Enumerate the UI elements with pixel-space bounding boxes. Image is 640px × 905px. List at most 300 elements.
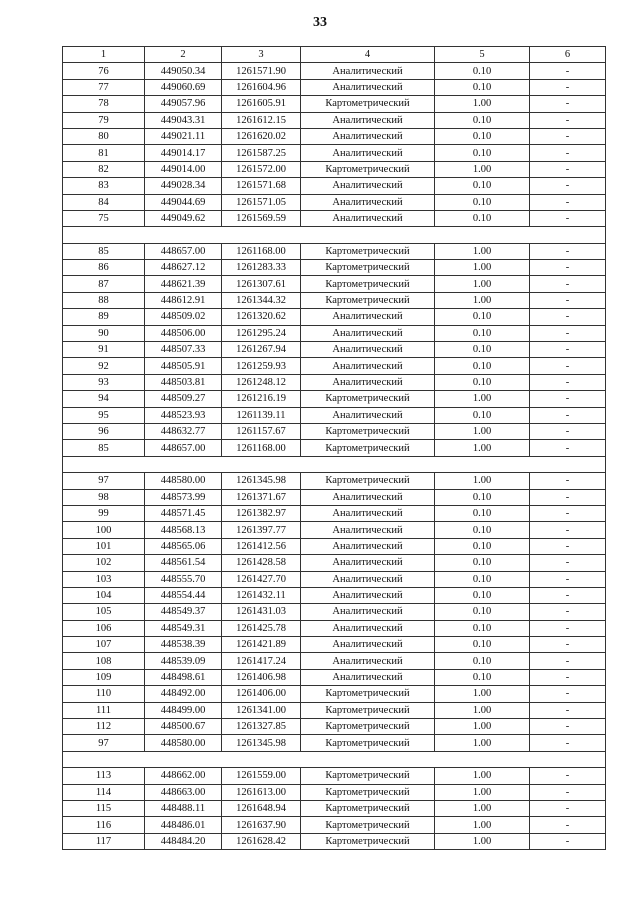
table-cell: 1261412.56 xyxy=(222,538,301,554)
table-cell: 1.00 xyxy=(435,243,530,259)
table-cell: Картометрический xyxy=(301,161,435,177)
table-row xyxy=(63,292,606,308)
table-row xyxy=(63,210,606,226)
table-cell: 101 xyxy=(63,538,145,554)
table-row xyxy=(63,669,606,685)
table-cell: 1261157.67 xyxy=(222,423,301,439)
table-cell: 1261259.93 xyxy=(222,358,301,374)
table-cell: 1261432.11 xyxy=(222,587,301,603)
table-cell: 0.10 xyxy=(435,342,530,358)
table-cell: 1261371.67 xyxy=(222,489,301,505)
table-cell: 105 xyxy=(63,604,145,620)
table-cell: 1261406.00 xyxy=(222,686,301,702)
table-cell: Аналитический xyxy=(301,555,435,571)
table-cell: 1.00 xyxy=(435,276,530,292)
table-row xyxy=(63,194,606,210)
table-cell: 0.10 xyxy=(435,309,530,325)
table-row xyxy=(63,358,606,374)
table-cell: 0.10 xyxy=(435,637,530,653)
table-cell: 448662.00 xyxy=(145,768,222,784)
table-cell: - xyxy=(530,128,606,144)
table-cell: 1261620.02 xyxy=(222,128,301,144)
table-cell: 1.00 xyxy=(435,391,530,407)
table-cell: 0.10 xyxy=(435,587,530,603)
table-cell: - xyxy=(530,358,606,374)
table-cell: 114 xyxy=(63,784,145,800)
table-cell: 1261571.68 xyxy=(222,178,301,194)
table-cell: 449021.11 xyxy=(145,128,222,144)
table-cell: 94 xyxy=(63,391,145,407)
table-cell: 1.00 xyxy=(435,817,530,833)
table-row xyxy=(63,96,606,112)
table-row xyxy=(63,555,606,571)
table-cell: 448561.54 xyxy=(145,555,222,571)
table-cell: - xyxy=(530,96,606,112)
table-cell: Картометрический xyxy=(301,833,435,849)
table-row xyxy=(63,276,606,292)
spacer-cell xyxy=(63,456,606,472)
table-row xyxy=(63,243,606,259)
table-cell: 98 xyxy=(63,489,145,505)
table-cell: 448627.12 xyxy=(145,260,222,276)
coordinates-table xyxy=(62,46,606,850)
table-cell: 0.10 xyxy=(435,571,530,587)
table-cell: 1261427.70 xyxy=(222,571,301,587)
table-cell: - xyxy=(530,505,606,521)
table-cell: 75 xyxy=(63,210,145,226)
table-cell: 85 xyxy=(63,243,145,259)
table-cell: Аналитический xyxy=(301,112,435,128)
table-cell: - xyxy=(530,309,606,325)
table-cell: 1261307.61 xyxy=(222,276,301,292)
table-cell: 76 xyxy=(63,63,145,79)
table-cell: 82 xyxy=(63,161,145,177)
table-row xyxy=(63,128,606,144)
table-cell: 1261248.12 xyxy=(222,374,301,390)
table-cell: 448509.02 xyxy=(145,309,222,325)
table-cell: - xyxy=(530,637,606,653)
table-cell: 449028.34 xyxy=(145,178,222,194)
table-cell: - xyxy=(530,538,606,554)
table-row xyxy=(63,309,606,325)
table-cell: 448580.00 xyxy=(145,735,222,751)
table-cell: Аналитический xyxy=(301,522,435,538)
table-cell: - xyxy=(530,407,606,423)
table-cell: 448538.39 xyxy=(145,637,222,653)
table-cell: 80 xyxy=(63,128,145,144)
table-cell: 1261295.24 xyxy=(222,325,301,341)
table-cell: 97 xyxy=(63,735,145,751)
table-header-row xyxy=(63,47,606,63)
table-cell: 449050.34 xyxy=(145,63,222,79)
table-cell: 449043.31 xyxy=(145,112,222,128)
table-cell: - xyxy=(530,571,606,587)
table-cell: Картометрический xyxy=(301,473,435,489)
table-cell: 1.00 xyxy=(435,784,530,800)
table-cell: 92 xyxy=(63,358,145,374)
table-cell: 1261320.62 xyxy=(222,309,301,325)
table-cell: 106 xyxy=(63,620,145,636)
table-row xyxy=(63,620,606,636)
table-cell: 117 xyxy=(63,833,145,849)
table-row xyxy=(63,817,606,833)
column-header: 5 xyxy=(435,47,530,63)
table-cell: Картометрический xyxy=(301,292,435,308)
table-cell: 91 xyxy=(63,342,145,358)
table-cell: 1.00 xyxy=(435,473,530,489)
table-row xyxy=(63,260,606,276)
table-cell: 96 xyxy=(63,423,145,439)
table-cell: - xyxy=(530,800,606,816)
table-cell: 81 xyxy=(63,145,145,161)
table-cell: 0.10 xyxy=(435,489,530,505)
table-cell: 1261571.90 xyxy=(222,63,301,79)
table-row xyxy=(63,768,606,784)
table-cell: 449014.00 xyxy=(145,161,222,177)
table-cell: 1261425.78 xyxy=(222,620,301,636)
table-cell: 1261139.11 xyxy=(222,407,301,423)
table-cell: 77 xyxy=(63,79,145,95)
table-cell: 0.10 xyxy=(435,505,530,521)
column-header: 3 xyxy=(222,47,301,63)
table-cell: Картометрический xyxy=(301,768,435,784)
table-cell: 86 xyxy=(63,260,145,276)
table-cell: - xyxy=(530,587,606,603)
table-row xyxy=(63,522,606,538)
table-cell: Аналитический xyxy=(301,669,435,685)
table-cell: 1.00 xyxy=(435,702,530,718)
table-cell: - xyxy=(530,833,606,849)
table-cell: - xyxy=(530,604,606,620)
table-cell: 448486.01 xyxy=(145,817,222,833)
table-cell: 85 xyxy=(63,440,145,456)
table-cell: 0.10 xyxy=(435,538,530,554)
table-row xyxy=(63,637,606,653)
table-cell: 1261345.98 xyxy=(222,473,301,489)
table-cell: 449049.62 xyxy=(145,210,222,226)
table-cell: 116 xyxy=(63,817,145,833)
table-cell: Аналитический xyxy=(301,309,435,325)
table-cell: - xyxy=(530,440,606,456)
table-cell: 448523.93 xyxy=(145,407,222,423)
table-row xyxy=(63,686,606,702)
table-cell: 0.10 xyxy=(435,112,530,128)
table-cell: 1261604.96 xyxy=(222,79,301,95)
table-cell: 87 xyxy=(63,276,145,292)
table-cell: 448612.91 xyxy=(145,292,222,308)
table-cell: 1261428.58 xyxy=(222,555,301,571)
table-cell: 0.10 xyxy=(435,620,530,636)
table-row xyxy=(63,440,606,456)
table-cell: 97 xyxy=(63,473,145,489)
table-cell: 1.00 xyxy=(435,161,530,177)
table-cell: 1.00 xyxy=(435,768,530,784)
table-row xyxy=(63,735,606,751)
table-cell: Аналитический xyxy=(301,587,435,603)
table-cell: - xyxy=(530,669,606,685)
table-cell: - xyxy=(530,292,606,308)
table-cell: - xyxy=(530,784,606,800)
table-cell: 0.10 xyxy=(435,79,530,95)
table-cell: - xyxy=(530,112,606,128)
table-cell: 107 xyxy=(63,637,145,653)
table-row xyxy=(63,719,606,735)
table-row xyxy=(63,178,606,194)
page-number: 33 xyxy=(313,15,327,30)
table-cell: Картометрический xyxy=(301,817,435,833)
table-cell: Аналитический xyxy=(301,178,435,194)
table-cell: 1.00 xyxy=(435,800,530,816)
table-cell: 448509.27 xyxy=(145,391,222,407)
table-cell: - xyxy=(530,817,606,833)
table-cell: 0.10 xyxy=(435,555,530,571)
table-cell: 1261648.94 xyxy=(222,800,301,816)
table-cell: - xyxy=(530,620,606,636)
table-cell: 1.00 xyxy=(435,423,530,439)
table-cell: - xyxy=(530,325,606,341)
table-cell: 1261569.59 xyxy=(222,210,301,226)
table-cell: 88 xyxy=(63,292,145,308)
table-cell: Картометрический xyxy=(301,702,435,718)
table-row xyxy=(63,505,606,521)
table-cell: 448484.20 xyxy=(145,833,222,849)
table-row xyxy=(63,145,606,161)
table-cell: 1.00 xyxy=(435,686,530,702)
table-cell: 448500.67 xyxy=(145,719,222,735)
table-cell: 0.10 xyxy=(435,194,530,210)
table-cell: 449044.69 xyxy=(145,194,222,210)
table-cell: 1261572.00 xyxy=(222,161,301,177)
table-cell: Аналитический xyxy=(301,63,435,79)
table-cell: - xyxy=(530,79,606,95)
table-cell: 448499.00 xyxy=(145,702,222,718)
column-header: 4 xyxy=(301,47,435,63)
table-cell: 1261406.98 xyxy=(222,669,301,685)
table-cell: 84 xyxy=(63,194,145,210)
table-cell: Аналитический xyxy=(301,128,435,144)
table-cell: 0.10 xyxy=(435,63,530,79)
table-cell: Аналитический xyxy=(301,342,435,358)
table-cell: 0.10 xyxy=(435,374,530,390)
table-cell: 448507.33 xyxy=(145,342,222,358)
table-cell: 108 xyxy=(63,653,145,669)
table-cell: 1261605.91 xyxy=(222,96,301,112)
table-cell: 448571.45 xyxy=(145,505,222,521)
table-cell: 1.00 xyxy=(435,96,530,112)
table-cell: - xyxy=(530,653,606,669)
table-cell: 0.10 xyxy=(435,178,530,194)
table-cell: 1261216.19 xyxy=(222,391,301,407)
table-cell: 115 xyxy=(63,800,145,816)
table-cell: Аналитический xyxy=(301,571,435,587)
table-cell: 1261571.05 xyxy=(222,194,301,210)
table-cell: - xyxy=(530,555,606,571)
table-row xyxy=(63,800,606,816)
table-cell: 1261612.15 xyxy=(222,112,301,128)
table-cell: Аналитический xyxy=(301,325,435,341)
table-cell: 448632.77 xyxy=(145,423,222,439)
table-cell: - xyxy=(530,260,606,276)
table-cell: - xyxy=(530,342,606,358)
table-row xyxy=(63,604,606,620)
table-cell: 89 xyxy=(63,309,145,325)
column-header: 1 xyxy=(63,47,145,63)
table-cell: - xyxy=(530,522,606,538)
table-cell: 112 xyxy=(63,719,145,735)
table-cell: 1261341.00 xyxy=(222,702,301,718)
table-cell: Аналитический xyxy=(301,637,435,653)
table-cell: Картометрический xyxy=(301,784,435,800)
spacer-cell xyxy=(63,751,606,767)
table-cell: 448505.91 xyxy=(145,358,222,374)
table-row xyxy=(63,423,606,439)
table-cell: 103 xyxy=(63,571,145,587)
table-cell: 448506.00 xyxy=(145,325,222,341)
table-cell: 78 xyxy=(63,96,145,112)
table-cell: 0.10 xyxy=(435,210,530,226)
table-cell: 1.00 xyxy=(435,260,530,276)
table-cell: Картометрический xyxy=(301,260,435,276)
table-cell: 448573.99 xyxy=(145,489,222,505)
table-cell: Аналитический xyxy=(301,620,435,636)
table-cell: 0.10 xyxy=(435,358,530,374)
table-cell: 1261421.89 xyxy=(222,637,301,653)
table-cell: 1261431.03 xyxy=(222,604,301,620)
table-cell: Аналитический xyxy=(301,505,435,521)
table-cell: 1261168.00 xyxy=(222,440,301,456)
table-cell: 0.10 xyxy=(435,653,530,669)
table-row xyxy=(63,79,606,95)
table-cell: 104 xyxy=(63,587,145,603)
table-cell: Картометрический xyxy=(301,276,435,292)
table-cell: 0.10 xyxy=(435,604,530,620)
table-cell: 448549.37 xyxy=(145,604,222,620)
table-cell: 1261417.24 xyxy=(222,653,301,669)
table-cell: 79 xyxy=(63,112,145,128)
table-cell: - xyxy=(530,473,606,489)
table-cell: 448621.39 xyxy=(145,276,222,292)
table-cell: - xyxy=(530,161,606,177)
table-cell: Картометрический xyxy=(301,719,435,735)
table-row xyxy=(63,473,606,489)
table-cell: 449014.17 xyxy=(145,145,222,161)
table-cell: 1261397.77 xyxy=(222,522,301,538)
table-cell: 1261267.94 xyxy=(222,342,301,358)
table-spacer-row xyxy=(63,751,606,767)
table-cell: 1261168.00 xyxy=(222,243,301,259)
table-row xyxy=(63,702,606,718)
table-cell: 1261559.00 xyxy=(222,768,301,784)
table-cell: Аналитический xyxy=(301,538,435,554)
table-cell: 448492.00 xyxy=(145,686,222,702)
table-cell: Аналитический xyxy=(301,358,435,374)
table-row xyxy=(63,342,606,358)
table-cell: 111 xyxy=(63,702,145,718)
table-cell: 109 xyxy=(63,669,145,685)
table-row xyxy=(63,63,606,79)
table-cell: 1261628.42 xyxy=(222,833,301,849)
table-cell: 448657.00 xyxy=(145,243,222,259)
table-cell: - xyxy=(530,489,606,505)
table-body xyxy=(63,63,606,850)
table-cell: - xyxy=(530,719,606,735)
table-cell: 93 xyxy=(63,374,145,390)
table-cell: Картометрический xyxy=(301,440,435,456)
table-cell: 90 xyxy=(63,325,145,341)
table-cell: 448555.70 xyxy=(145,571,222,587)
table-cell: 448488.11 xyxy=(145,800,222,816)
table-cell: 99 xyxy=(63,505,145,521)
table-cell: - xyxy=(530,686,606,702)
table-cell: 1261345.98 xyxy=(222,735,301,751)
table-row xyxy=(63,489,606,505)
table-cell: 1261344.32 xyxy=(222,292,301,308)
table-cell: - xyxy=(530,63,606,79)
table-cell: 1261587.25 xyxy=(222,145,301,161)
table-cell: 0.10 xyxy=(435,669,530,685)
table-cell: Картометрический xyxy=(301,96,435,112)
table-row xyxy=(63,587,606,603)
table-cell: - xyxy=(530,210,606,226)
table-cell: 102 xyxy=(63,555,145,571)
table-row xyxy=(63,407,606,423)
table-cell: 1261283.33 xyxy=(222,260,301,276)
table-cell: 0.10 xyxy=(435,128,530,144)
table-row xyxy=(63,112,606,128)
table-cell: Картометрический xyxy=(301,391,435,407)
table-cell: 95 xyxy=(63,407,145,423)
table-cell: 448657.00 xyxy=(145,440,222,456)
table-cell: - xyxy=(530,145,606,161)
table-cell: 448539.09 xyxy=(145,653,222,669)
table-cell: 1261613.00 xyxy=(222,784,301,800)
table-spacer-row xyxy=(63,456,606,472)
table-cell: 0.10 xyxy=(435,325,530,341)
table-cell: - xyxy=(530,423,606,439)
table-cell: Картометрический xyxy=(301,243,435,259)
table-cell: 1261382.97 xyxy=(222,505,301,521)
table-cell: 448663.00 xyxy=(145,784,222,800)
table-cell: - xyxy=(530,276,606,292)
spacer-cell xyxy=(63,227,606,243)
table-cell: Аналитический xyxy=(301,210,435,226)
table-cell: 448549.31 xyxy=(145,620,222,636)
table-cell: Картометрический xyxy=(301,735,435,751)
table-cell: 1.00 xyxy=(435,833,530,849)
table-row xyxy=(63,374,606,390)
table-row xyxy=(63,325,606,341)
table-cell: - xyxy=(530,178,606,194)
table-cell: Аналитический xyxy=(301,145,435,161)
table-cell: 1.00 xyxy=(435,292,530,308)
table-cell: 448498.61 xyxy=(145,669,222,685)
table-spacer-row xyxy=(63,227,606,243)
table-cell: 1.00 xyxy=(435,719,530,735)
table-cell: - xyxy=(530,391,606,407)
table-cell: Аналитический xyxy=(301,374,435,390)
table-cell: Аналитический xyxy=(301,194,435,210)
table-row xyxy=(63,161,606,177)
table-cell: - xyxy=(530,243,606,259)
table-cell: 448568.13 xyxy=(145,522,222,538)
table-cell: 83 xyxy=(63,178,145,194)
table-cell: 113 xyxy=(63,768,145,784)
table-cell: Картометрический xyxy=(301,423,435,439)
table-cell: 110 xyxy=(63,686,145,702)
table-cell: Аналитический xyxy=(301,79,435,95)
table-row xyxy=(63,833,606,849)
table-row xyxy=(63,784,606,800)
